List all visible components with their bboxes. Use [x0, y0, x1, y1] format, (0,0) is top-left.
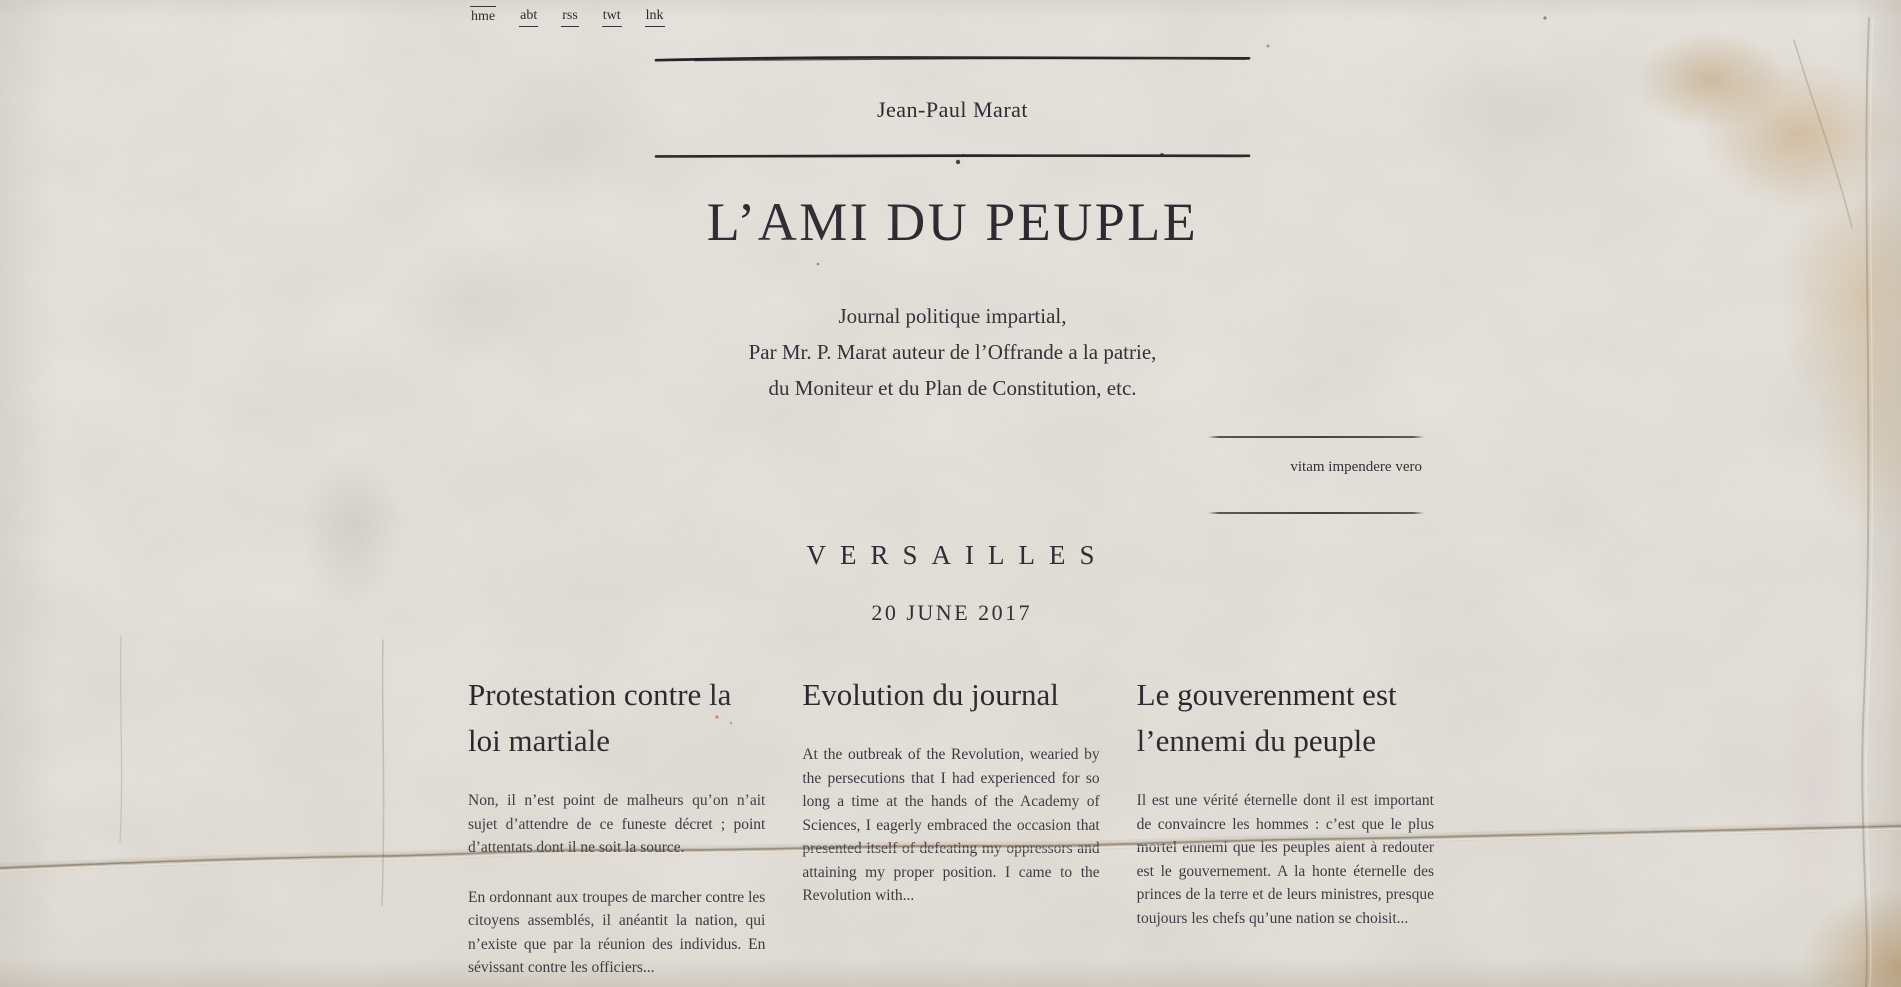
nav-item-twitter[interactable]: twt — [602, 6, 622, 27]
article-title[interactable]: Le gouverenment est l’ennemi du peuple — [1136, 677, 1397, 758]
motto-block — [1208, 436, 1424, 514]
article-paragraph: Il est une vérité éternelle dont il est important de convaincre les hommes : c’est que le plus mortel ennemi que les peuples aient à redouter est le gouvernement. A la honte éternelle des princes de la terre et de leurs ministres, presque toujours les chefs qu’une nation se choisit... — [1136, 792, 1434, 927]
article-paragraph: At the outbreak of the Revolution, wearied by the persecutions that I had experienced for so long a time at the hands of the Academy of Sciences, I eagerly embraced the occasion that presented itself of defeating my oppressors and attaining my proper position. I came to the Revolution with... — [802, 746, 1100, 904]
masthead-rule-top — [654, 54, 1251, 64]
article-title[interactable]: Protestation contre la loi martiale — [468, 677, 732, 758]
paper-title: L’AMI DU PEUPLE — [706, 192, 1199, 252]
nav-item-links[interactable]: lnk — [645, 6, 665, 27]
article-column-1 — [468, 672, 765, 987]
masthead — [560, 0, 1345, 406]
nav-item-about[interactable]: abt — [519, 6, 538, 27]
motto-rule-bottom — [1208, 512, 1424, 514]
article-paragraph: En ordonnant aux troupes de marcher contre les citoyens assemblés, il anéantit la nation, qui n’existe que par la réunion des individus. En sévissant contre les officiers... — [468, 888, 766, 976]
motto-text: vitam impendere vero — [1290, 459, 1422, 475]
masthead-rule-bottom — [654, 152, 1251, 162]
article-paragraph: Non, il n’est point de malheurs qu’on n’ait sujet d’attendre de ce funeste décret ; point d’attentats dont il ne soit la source. — [468, 792, 766, 856]
nav-item-home[interactable]: hme — [470, 6, 496, 27]
article-title[interactable]: Evolution du journal — [802, 677, 1059, 712]
nav-item-rss[interactable]: rss — [561, 6, 579, 27]
subtitle-line: Journal politique impartial, — [838, 304, 1067, 328]
masthead-subtitle — [560, 298, 1345, 406]
masthead-author: Jean-Paul Marat — [876, 97, 1029, 122]
article-column-2 — [802, 672, 1099, 987]
subtitle-line: du Moniteur et du Plan de Constitution, etc. — [768, 376, 1137, 400]
dateline-date: 20 JUNE 2017 — [871, 600, 1033, 625]
subtitle-line: Par Mr. P. Marat auteur de l’Offrande a la patrie, — [748, 340, 1157, 364]
top-nav — [470, 6, 665, 27]
article-column-3 — [1137, 672, 1434, 987]
article-columns — [468, 672, 1434, 987]
dateline-location: VERSAILLES — [806, 540, 1109, 570]
